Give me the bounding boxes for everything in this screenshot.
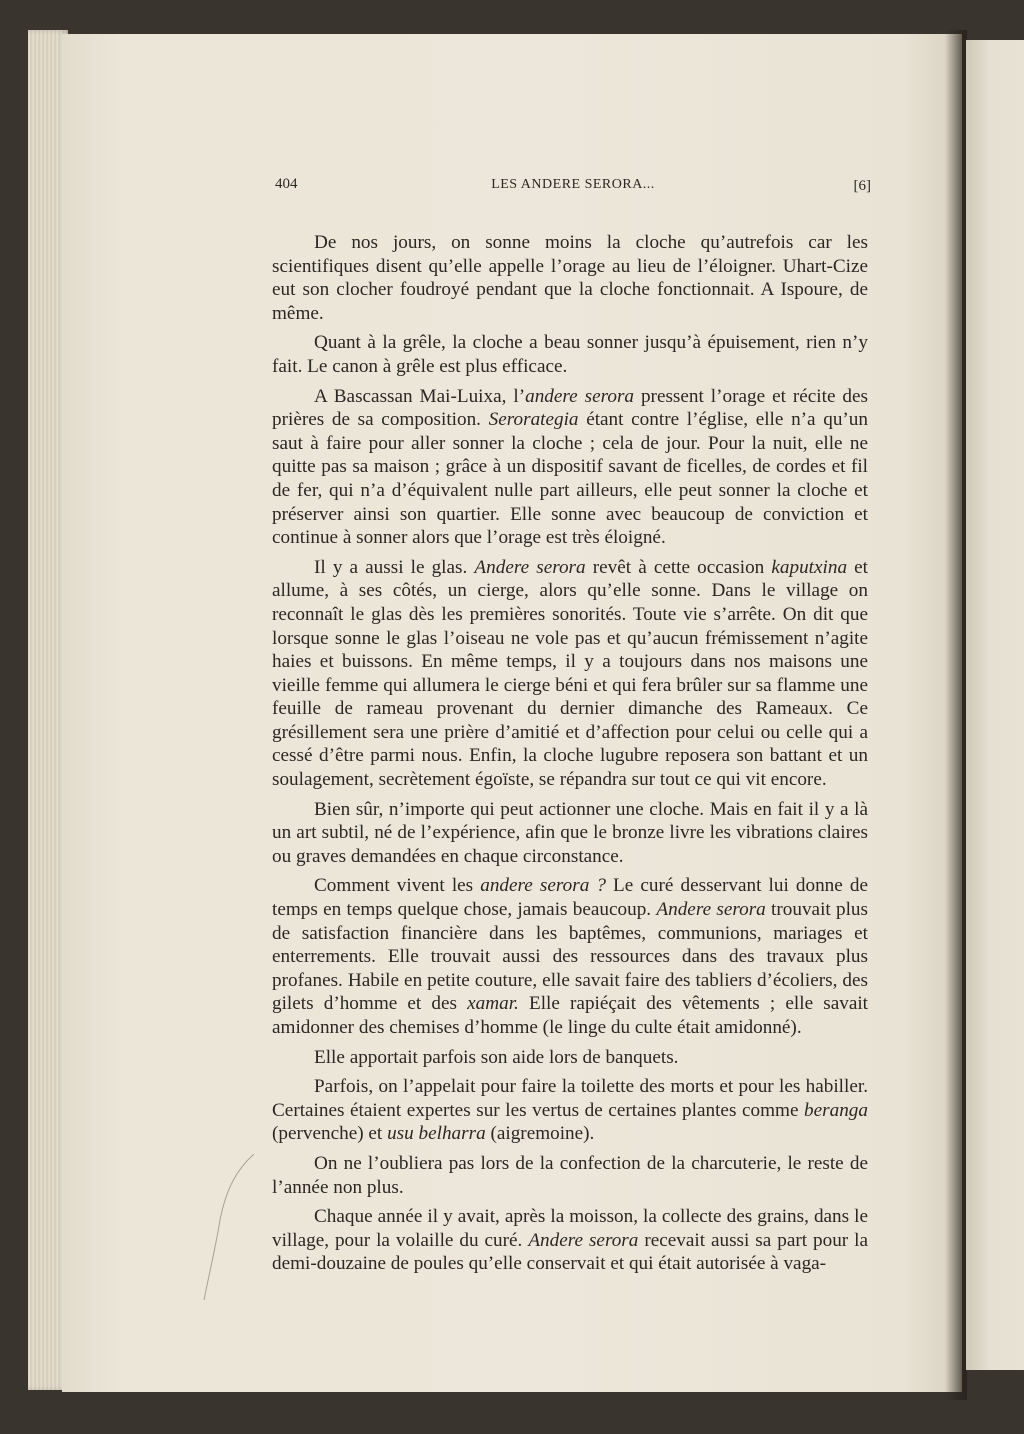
- text-segment: De nos jours, on sonne moins la cloche qu’autrefois car les scientifiques disent qu’elle appelle l’orage au lieu de l’éloigner. Uhart-Cize eut son clocher foudroyé pendant que la cloche fonctionnait. A Ispoure, de même.: [272, 232, 868, 324]
- italic-term: Andere serora: [656, 899, 766, 921]
- text-segment: Comment vivent les: [314, 875, 481, 897]
- text-segment: étant contre l’église, elle n’a qu’un saut à faire pour aller sonner la cloche ; cela de jour. Pour la nuit, elle ne quitte pas sa maison ; grâce à un dispositif savant de ficelles, de cordes et fil de fer, qui n’a d’équivalent nulle part ailleurs, elle peut sonner la cloche et préserver ainsi son quartier. Elle sonne avec beaucoup de conviction et continue à sonner alors que l’orage est très éloigné.: [272, 409, 868, 549]
- section-marker: [6]: [853, 178, 871, 194]
- paragraph: [272, 556, 868, 792]
- italic-term: andere serora: [525, 385, 635, 407]
- text-segment: Le curé desservant lui donne de temps en temps quelque chose, jamais beaucoup.: [272, 875, 868, 921]
- book-gutter-shadow: [945, 30, 967, 1400]
- italic-term: xamar.: [467, 993, 519, 1015]
- text-segment: (pervenche) et: [272, 1123, 388, 1145]
- text-segment: Elle apportait parfois son aide lors de banquets.: [314, 1046, 679, 1068]
- text-segment: pressent l’orage et récite des prières de sa composition.: [272, 385, 869, 431]
- text-segment: On ne l’oubliera pas lors de la confection de la charcuterie, le reste de l’année non plus.: [272, 1152, 868, 1198]
- italic-term: Serorategia: [488, 409, 579, 431]
- paragraph: [272, 1152, 868, 1199]
- text-segment: trouvait plus de satisfaction financière dans les baptêmes, communions, mariages et enterrements. Elle trouvait aussi des ressources dans des travaux plus profanes. Habile en petite couture, elle savait faire des tabliers d’écoliers, des gilets d’homme et des: [272, 899, 868, 1015]
- pencil-mark: [196, 1150, 256, 1320]
- text-segment: A Bascassan Mai-Luixa, l’: [314, 385, 526, 407]
- text-segment: Il y a aussi le glas.: [314, 556, 475, 578]
- italic-term: Andere serora: [528, 1229, 639, 1251]
- text-segment: revêt à cette occasion: [585, 556, 772, 578]
- paragraph: [272, 1075, 868, 1146]
- text-segment: Quant à la grêle, la cloche a beau sonner jusqu’à épuisement, rien n’y fait. Le canon à grêle est plus efficace.: [272, 332, 868, 377]
- text-segment: Parfois, on l’appelait pour faire la toilette des morts et pour les habiller. Certaines étaient expertes sur les vertus de certaines plantes comme: [272, 1076, 868, 1121]
- text-segment: Chaque année il y avait, après la moisson, la collecte des grains, dans le village, pour la volaille du curé.: [272, 1206, 868, 1251]
- paragraph: [272, 385, 868, 550]
- paragraph: [272, 1046, 868, 1070]
- text-segment: et allume, à ses côtés, un cierge, alors qu’elle sonne. Dans le village on reconnaît le glas dès les premières sonorités. Toute vie s’arrête. On dit que lorsque sonne le glas l’oiseau ne vole pas et qu’aucun frémissement n’agite haies et buissons. En même temps, il y a toujours dans nos maisons une vieille femme qui allumera le cierge béni et qui fera brûler sur sa flamme une feuille de rameau provenant du dernier dimanche des Rameaux. Ce grésillement sera une prière d’amitié et d’affection pour celui ou celle qui a cessé d’être parmi nous. Enfin, la cloche lugubre reposera son battant et un soulagement, secrètement égoïste, se répandra sur tout ce qui vit encore.: [272, 556, 869, 791]
- text-segment: recevait aussi sa part pour la demi-douzaine de poules qu’elle conservait et qui était autorisée à vaga-: [272, 1229, 869, 1275]
- running-title: LES ANDERE SERORA...: [491, 177, 655, 192]
- paragraph: [272, 798, 868, 869]
- italic-term: usu belharra: [387, 1123, 486, 1145]
- page-number: 404: [275, 176, 298, 192]
- text-segment: Elle rapiéçait des vêtements ; elle savait amidonner des chemises d’homme (le linge du culte était amidonné).: [272, 993, 868, 1038]
- paragraph: [272, 874, 868, 1039]
- italic-term: andere serora ?: [480, 875, 606, 897]
- body-text: [272, 231, 868, 1276]
- italic-term: Andere serora: [474, 556, 586, 578]
- paragraph: [272, 231, 868, 325]
- running-header: [275, 174, 871, 198]
- text-segment: (aigremoine).: [485, 1123, 595, 1145]
- italic-term: beranga: [804, 1099, 868, 1121]
- facing-page-edge: [966, 40, 1024, 1370]
- text-segment: Bien sûr, n’importe qui peut actionner une cloche. Mais en fait il y a là un art subtil, né de l’expérience, afin que le bronze livre les vibrations claires ou graves demandées en chaque circonstance.: [272, 798, 868, 867]
- paragraph: [272, 1205, 868, 1276]
- italic-term: kaputxina: [771, 556, 848, 578]
- paragraph: [272, 331, 868, 378]
